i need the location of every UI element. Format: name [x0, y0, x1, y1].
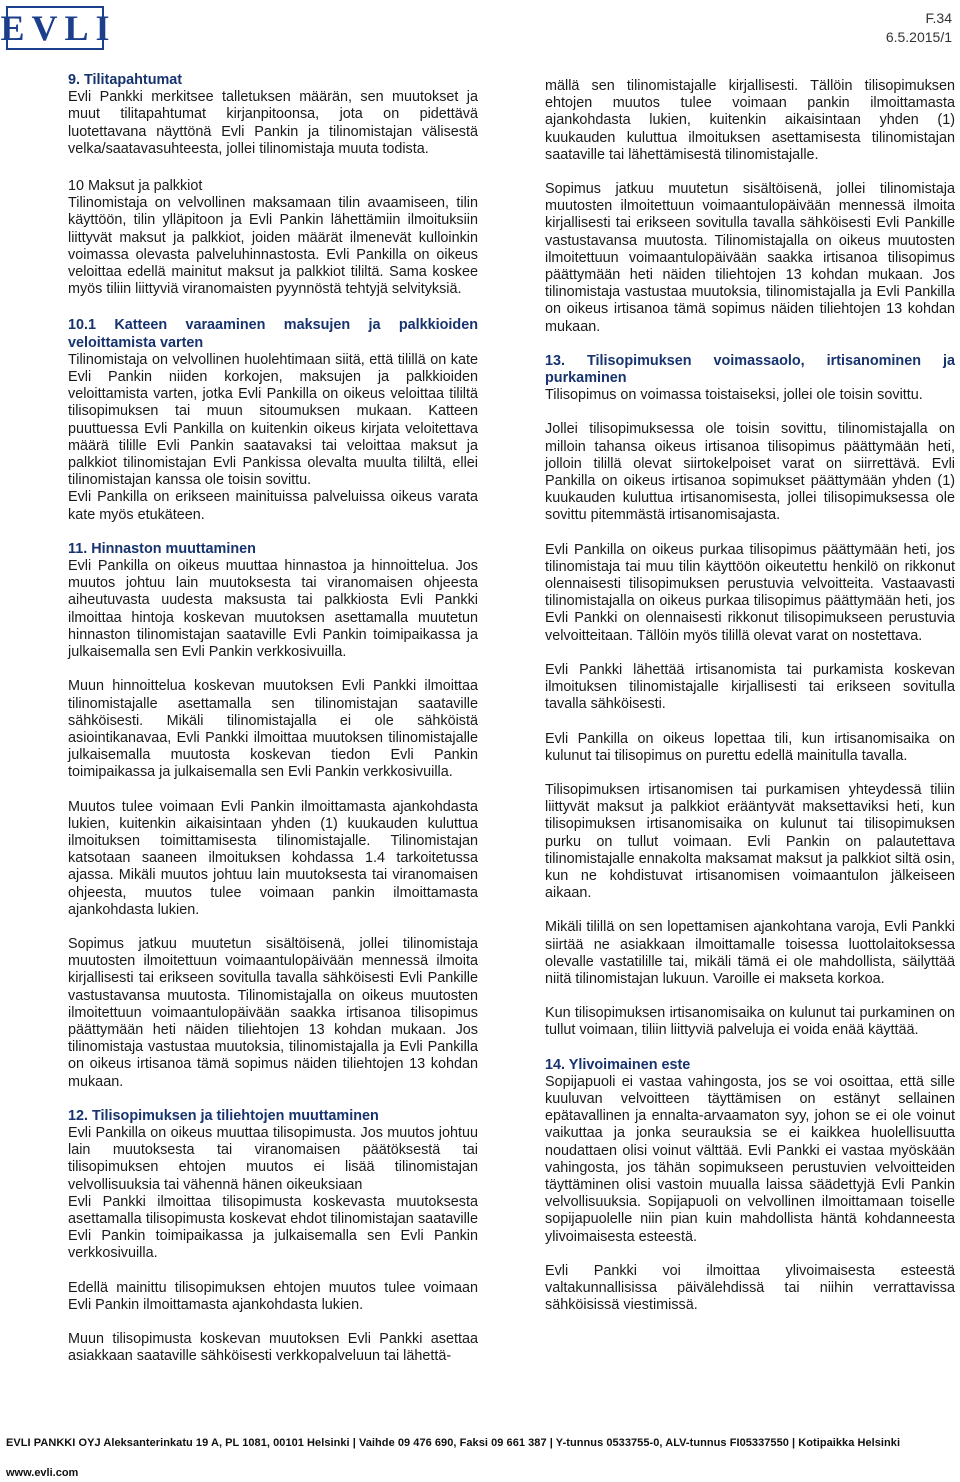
section-11-paragraph: Sopimus jatkuu muutetun sisältöisenä, jollei tilinomistaja muutosten ilmoitettuun voimaantulopäivään mennessä ilmoita kirjallisesti tai erikseen sovitulla tavalla sähköisesti Evli Pankille vastustavansa muutosta. Tilinomistajalla on oikeus muutosten ilmoitettuun voimaantulopäivään saakka irtisanoa tilisopimus päättymään heti näiden tiliehtojen 13 kohdan mukaan. Jos tilinomistaja vastustaa muutoksia, tilinomistajalla ja Evli Pankilla on oikeus irtisanoa tämä sopimus näiden tiliehtojen 13 kohdan mukaan.	[68, 935, 478, 1090]
section-10-1-text-2: Evli Pankilla on erikseen mainituissa palveluissa oikeus varata kate myös etukäteen.	[68, 489, 478, 523]
right-column	[545, 78, 955, 1314]
section-13-paragraph: Tilisopimus on voimassa toistaiseksi, jollei ole toisin sovittu.	[545, 387, 923, 404]
section-11-paragraph: Muun hinnoittelua koskevan muutoksen Evli Pankki ilmoittaa tilinomistajalle asettamalla sen tilinomistajan saataville sähköisesti. Mikäli tilinomistajalla ei ole sähköistä asiointikanavaa, Evli Pankki ilmoittaa muutoksen tilinomistajalle julkaisemalla muutosta koskevan tiedon Evli Pankin toimipaikassa ja julkaisemalla sen Evli Pankin verkkosivuilla.	[68, 678, 478, 781]
section-14-paragraph: Evli Pankki voi ilmoittaa ylivoimaisesta esteestä valtakunnallisissa päivälehdissä tai niihin verrattavissa sähköisissä viestimissä.	[545, 1262, 955, 1314]
section-13-paragraph: Evli Pankilla on oikeus purkaa tilisopimus päättymään heti, jos tilinomistaja tai muu tilin käyttöön oikeutettu henkilö on rikkonut olennaisesti tilisopimuksen perustuvia velvoitteita. Vastaavasti tilinomistajalla on oikeus purkaa tilisopimus päättymään heti, jos Evli Pankki on olennaisesti rikkonut tilisopimukseen perustuvia velvoitteitaan. Tällöin myös tilillä olevat varat on nostettava.	[545, 541, 955, 644]
section-12-continued: Sopimus jatkuu muutetun sisältöisenä, jollei tilinomistaja muutosten ilmoitettuun voimaantulopäivään mennessä ilmoita kirjallisesti tai erikseen sovitulla tavalla sähköisesti Evli Pankille vastustavansa muutosta. Tilinomistajalla on oikeus muutosten ilmoitettuun voimaantulopäivään saakka irtisanoa tilisopimus päättymään heti näiden tiliehtojen 13 kohdan mukaan. Jos tilinomistaja vastustaa muutoksia, tilinomistajalla ja Evli Pankilla on oikeus irtisanoa tämä sopimus näiden tiliehtojen 13 kohdan mukaan.	[545, 181, 955, 335]
section-13-paragraph: Tilisopimuksen irtisanomisen tai purkamisen yhteydessä tiliin liittyvät maksut ja palkkiot erääntyvät maksettaviksi heti, kun tilisopimuksen irtisanomisaika on kulunut tai tilisopimuksen purku on tullut voimaan. Evli Pankin on palautettava tilinomistajalle ennakolta maksamat maksut ja palkkiot siltä osin, kun ne kohdistuvat irtisanomisen voimaantulon jälkeiseen aikaan.	[545, 781, 955, 902]
section-13-paragraph: Mikäli tilillä on sen lopettamisen ajankohtana varoja, Evli Pankki siirtää ne asiakkaan ilmoittamalle toisessa luottolaitoksessa olevalle vastatilille tai, mikäli tämä ei ole mahdollista, säilyttää niitä tilinomistajan lukuun. Varoille ei makseta korkoa.	[545, 919, 955, 987]
form-code: F.34	[925, 10, 952, 26]
section-13-paragraph: Evli Pankki lähettää irtisanomista tai purkamista koskevan ilmoituksen tilinomistajalle kirjallisesti tai erikseen sovitulla tavalla sähköisesti.	[545, 661, 955, 713]
section-11-paragraph: Muutos tulee voimaan Evli Pankin ilmoittamasta ajankohdasta lukien, kuitenkin aikaisintaan yhden (1) kuukauden kuluttua ilmoituksen toimittamisesta tilinomistajalle. Tilinomistajan katsotaan saaneen ilmoituksen kohdassa 1.4 tarkoitetussa ajassa. Mikäli muutos johtuu lain muutoksesta tai viranomaisen ohjeesta, muutos tulee voimaan pankin ilmoittamasta ajankohdasta lukien.	[68, 798, 478, 918]
section-12-paragraph: Edellä mainittu tilisopimuksen ehtojen muutos tulee voimaan Evli Pankin ilmoittamasta ajankohdasta lukien.	[68, 1279, 478, 1313]
section-10-1-text: Tilinomistaja on velvollinen huolehtimaan siitä, että tilillä on kate Evli Pankin niiden korkojen, maksujen ja palkkioiden veloittamista varten, jotka Evli Pankilla on oikeus veloittaa tililtä tilisopimuksen tai muun sitoumuksen mukaan. Katteen puuttuessa Evli Pankilla on kuitenkin oikeus kirjata veloitettava määrä tilille Evli Pankin saatavaksi tai veloittaa maksut ja palkkiot tilinomistajan Evli Pankissa olevalta muulta tililtä, ellei tilinomistajan kanssa ole toisin sovittu.	[68, 351, 478, 489]
footer-website-link[interactable]: www.evli.com	[6, 1467, 79, 1479]
left-column	[68, 72, 478, 1365]
section-13-paragraph: Evli Pankilla on oikeus lopettaa tili, kun irtisanomisaika on kulunut tai tilisopimus on purettu edellä mainitulla tavalla.	[545, 730, 955, 764]
section-10-title: 10 Maksut ja palkkiot	[68, 178, 203, 195]
section-12-paragraph: Muun tilisopimusta koskevan muutoksen Evli Pankki asettaa asiakkaan saataville sähköisesti verkkopalveluun tai lähettä-	[68, 1331, 478, 1365]
section-14-title: 14. Ylivoimainen este	[545, 1056, 691, 1073]
section-12-title: 12. Tilisopimuksen ja tiliehtojen muuttaminen	[68, 1107, 379, 1124]
section-12-paragraph: Evli Pankilla on oikeus muuttaa tilisopimusta. Jos muutos johtuu lain muutoksesta tai viranomaisen päätöksestä tai tilisopimuksen ehtojen muutos ei lisää tilinomistajan velvollisuuksia tai vähennä hänen oikeuksiaan	[68, 1124, 478, 1193]
section-10-1-title: 10.1 Katteen varaaminen maksujen ja palkkioiden veloittamista varten	[68, 317, 478, 351]
evli-logo: EVLI	[0, 8, 117, 48]
document-date: 6.5.2015/1	[885, 29, 952, 45]
section-10-text: Tilinomistaja on velvollinen maksamaan tilin avaamiseen, tilin käyttöön, tilin ylläpitoon ja Evli Pankin lähettämiin ilmoituksiin liittyvät maksut ja palkkiot, joiden määrät ilmenevät kulloinkin voimassa olevasta palveluhinnastosta. Evli Pankilla on oikeus veloittaa edellä mainitut maksut ja palkkiot tililtä. Sama koskee myös tiliin liittyviä viranomaisten pyynnöstä tehtyjä selvityksiä.	[68, 195, 478, 298]
section-14-paragraph: Sopijapuoli ei vastaa vahingosta, jos se voi osoittaa, että sille kuuluvan velvoitteen täyttämisen on estänyt sellainen epätavallinen ja ennalta-arvaamaton syy, johon se ei ole voinut vaikuttaa ja jonka seurauksia se ei kaikkea huolellisuutta noudattaen olisi voinut välttää. Evli Pankki ei vastaa myöskään vahingosta, jos tähän sopimukseen perustuvien velvoitteiden täyttäminen olisi vastoin muualla laissa säädettyjä Evli Pankin velvollisuuksia. Sopijapuoli on velvollinen ilmoittamaan toiselle sopijapuolelle niin pian kuin mahdollista häntä kohdanneesta ylivoimaisesta esteestä.	[545, 1073, 955, 1245]
section-9-title: 9. Tilitapahtumat	[68, 72, 183, 88]
section-11-title: 11. Hinnaston muuttaminen	[68, 540, 256, 557]
section-11-paragraph: Evli Pankilla on oikeus muuttaa hinnastoa ja hinnoittelua. Jos muutos johtuu lain muutoksesta tai viranomaisen ohjeesta aiheutuvasta uudesta maksusta tai palkkiosta Evli Pankki ilmoittaa hintoja koskevan muutoksen asettamalla muutetun hinnaston tilinomistajan saataville Evli Pankin toimipaikassa ja julkaisemalla sen Evli Pankin verkkosivuilla.	[68, 558, 478, 661]
section-9-text: Evli Pankki merkitsee talletuksen määrän, sen muutokset ja muut tilitapahtumat kirjanpitoonsa, jota on pidettävä luotettavana näyttönä Evli Pankin ja tilinomistajan välisestä velka/saatavasuhteesta, jollei tilinomistaja muuta todista.	[68, 89, 478, 157]
section-13-title: 13. Tilisopimuksen voimassaolo, irtisanominen ja purkaminen	[545, 352, 955, 387]
section-12-continued: mällä sen tilinomistajalle kirjallisesti. Tällöin tilisopimuksen ehtojen muutos tulee voimaan pankin ilmoittamasta ajankohdasta lukien, kuitenkin aikaisintaan yhden (1) kuukauden kuluttua ilmoituksen asettamisesta tilinomistajan saataville tai lähettämisestä tilinomistajalle.	[545, 78, 955, 163]
section-12-paragraph: Evli Pankki ilmoittaa tilisopimusta koskevasta muutoksesta asettamalla tilisopimusta koskevat ehdot tilinomistajan saataville Evli Pankin toimipaikassa ja julkaisemalla sen Evli Pankin verkkosivuilla.	[68, 1193, 478, 1262]
section-13-paragraph: Jollei tilisopimuksessa ole toisin sovittu, tilinomistajalla on milloin tahansa oikeus irtisanoa tilisopimus päättymään heti, jolloin tilillä olevat siirtokelpoiset varat on siirrettävä. Evli Pankilla on oikeus irtisanoa sopimukset päättymään yhden (1) kuukauden kuluttua irtisanomisesta, jollei tilisopimuksessa ole sovittu pitemmästä irtisanomisajasta.	[545, 421, 955, 524]
footer-company-info: EVLI PANKKI OYJ Aleksanterinkatu 19 A, PL 1081, 00101 Helsinki | Vaihde 09 476 690, Faksi 09 661 387 | Y-tunnus 0533755-0, ALV-tunnus FI05337550 | Kotipaikka Helsinki	[6, 1437, 901, 1449]
page-reference	[886, 9, 952, 47]
section-13-paragraph: Kun tilisopimuksen irtisanomisaika on kulunut tai purkaminen on tullut voimaan, tiliin liittyviä palveluja ei voida enää käyttää.	[545, 1005, 955, 1039]
